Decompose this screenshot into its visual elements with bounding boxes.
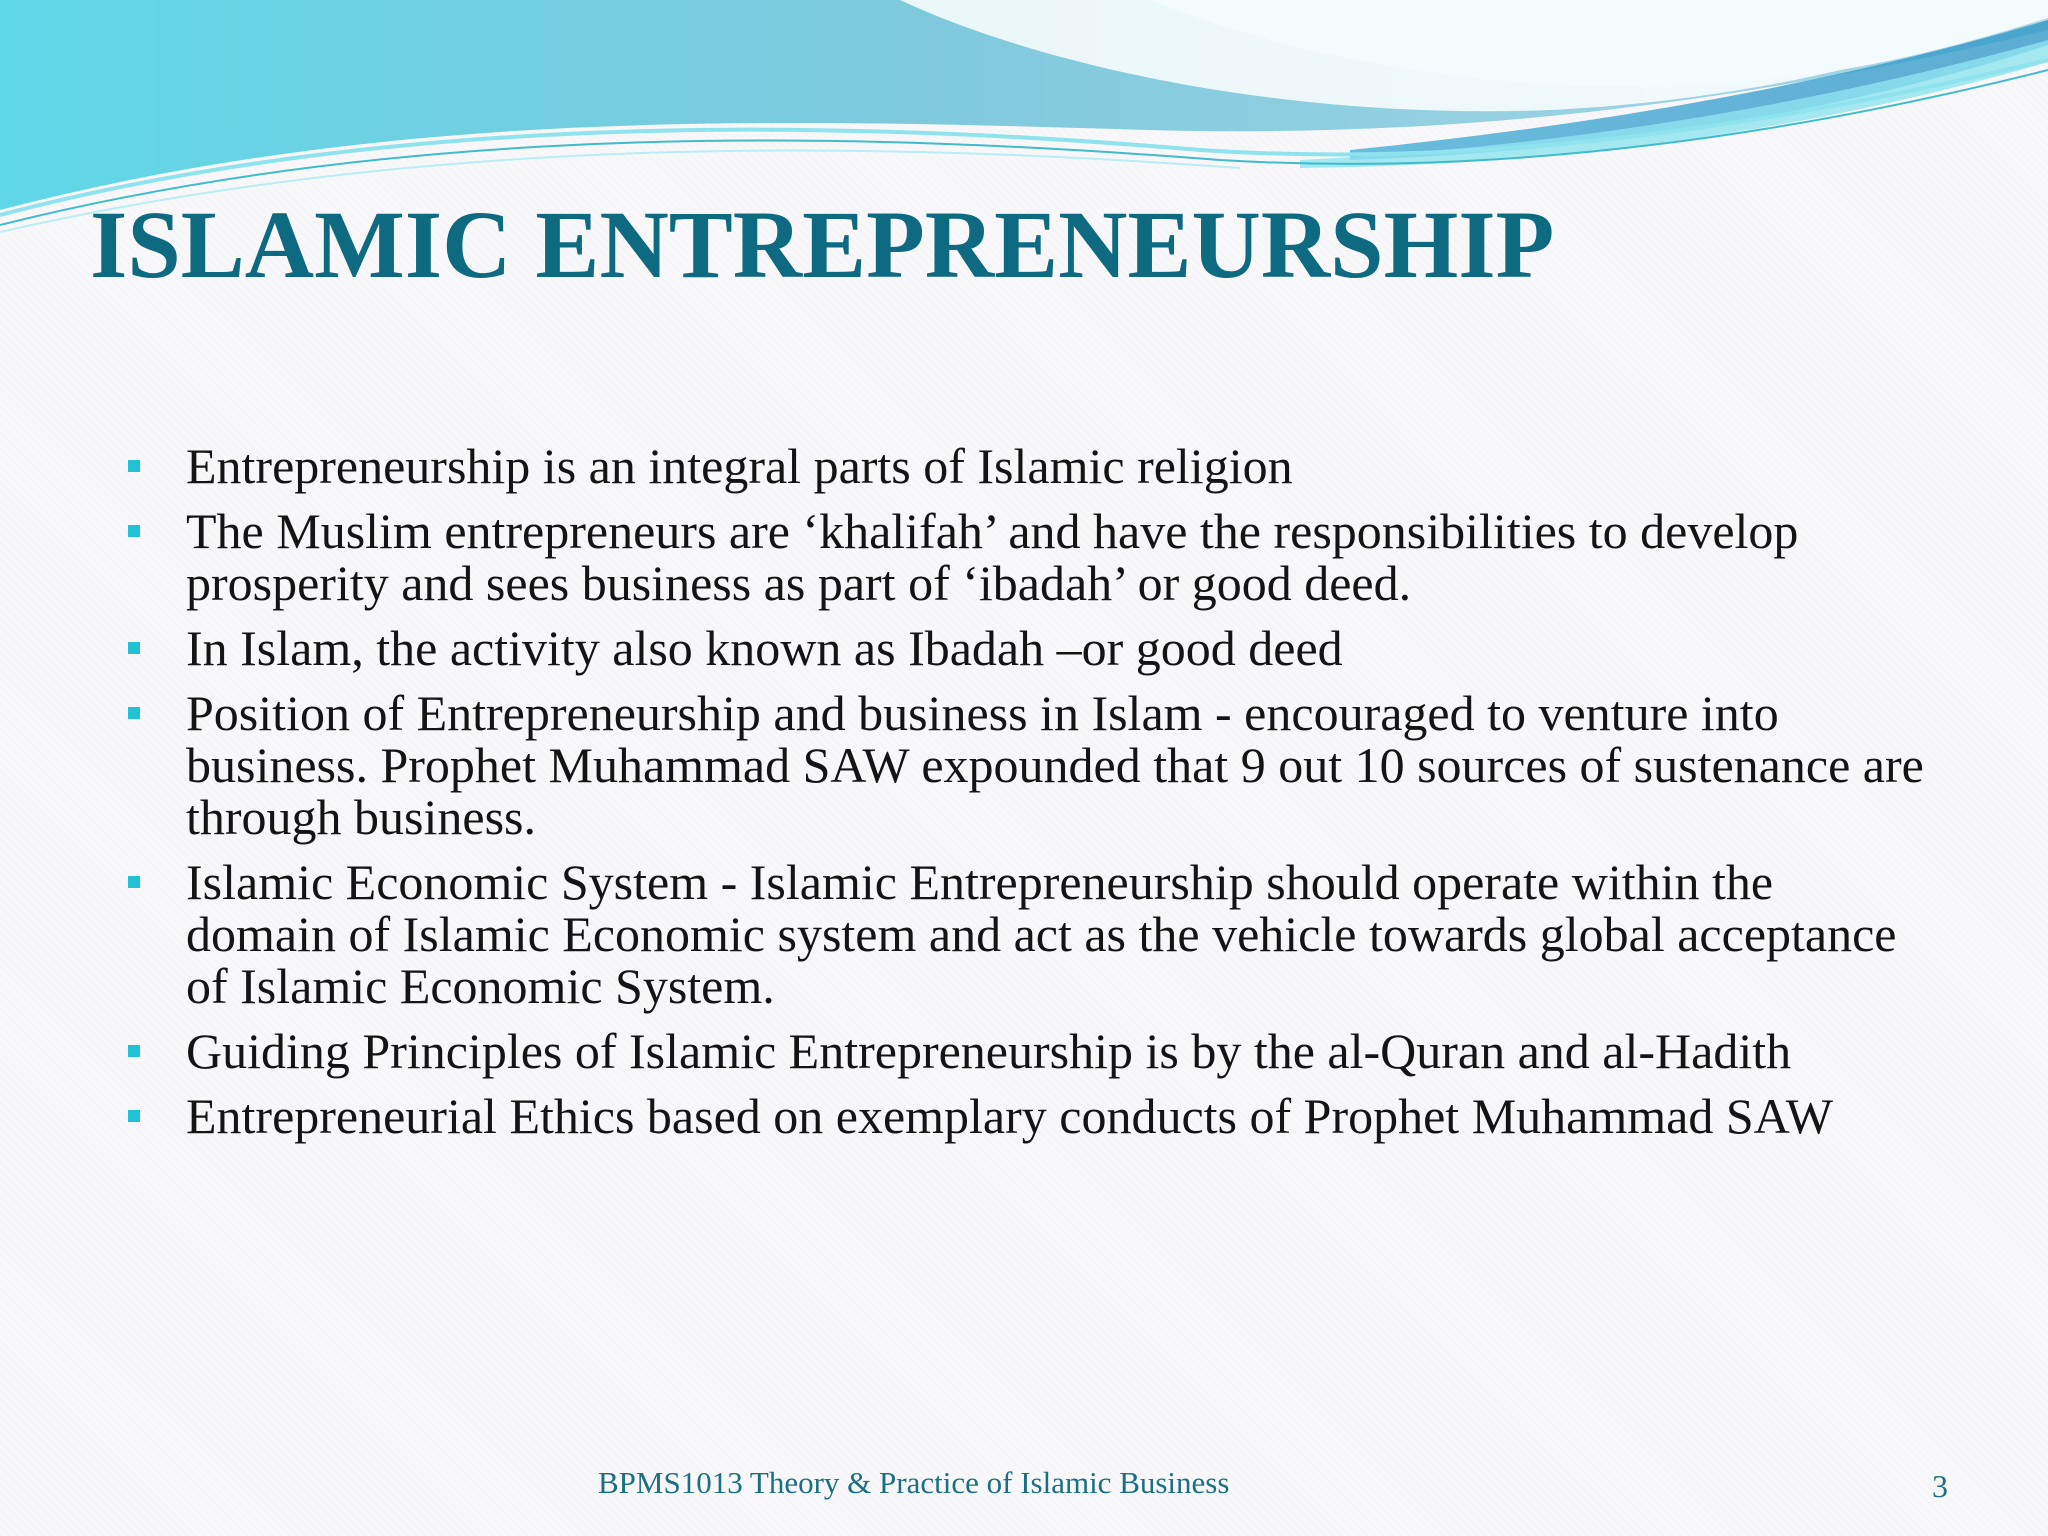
square-bullet-icon — [128, 876, 140, 888]
bullet-item — [128, 622, 1928, 674]
square-bullet-icon — [128, 1110, 140, 1122]
bullet-item — [128, 687, 1928, 843]
square-bullet-icon — [128, 460, 140, 472]
bullet-item — [128, 505, 1928, 609]
bullet-text: Guiding Principles of Islamic Entrepreneurship is by the al-Quran and al-Hadith — [186, 1023, 1792, 1079]
bullet-text: Islamic Economic System - Islamic Entrepreneurship should operate within the domain of Islamic Economic system and act as the vehicle towards global acceptance of Islamic Economic System. — [186, 854, 1897, 1014]
bullet-item — [128, 1090, 1928, 1142]
bullet-text: Position of Entrepreneurship and business in Islam - encouraged to venture into business. Prophet Muhammad SAW expounded that 9 out 10 sources of sustenance are through business. — [186, 685, 1924, 845]
slide-footer: BPMS1013 Theory & Practice of Islamic Business — [598, 1465, 1230, 1500]
slide-title: ISLAMIC ENTREPRENEURSHIP — [90, 191, 1555, 298]
bullet-text: Entrepreneurship is an integral parts of Islamic religion — [186, 438, 1293, 494]
slide-page-number: 3 — [1932, 1468, 1948, 1504]
bullet-item — [128, 856, 1928, 1012]
bullet-item — [128, 440, 1928, 492]
bullet-text: The Muslim entrepreneurs are ‘khalifah’ and have the responsibilities to develop prosperity and sees business as part of ‘ibadah’ or good deed. — [186, 503, 1799, 611]
square-bullet-icon — [128, 707, 140, 719]
square-bullet-icon — [128, 1045, 140, 1057]
bullet-item — [128, 1025, 1928, 1077]
bullet-text: In Islam, the activity also known as Ibadah –or good deed — [186, 620, 1343, 676]
bullet-text: Entrepreneurial Ethics based on exemplary conducts of Prophet Muhammad SAW — [186, 1088, 1833, 1144]
square-bullet-icon — [128, 642, 140, 654]
bullet-list — [128, 440, 1928, 1155]
square-bullet-icon — [128, 525, 140, 537]
